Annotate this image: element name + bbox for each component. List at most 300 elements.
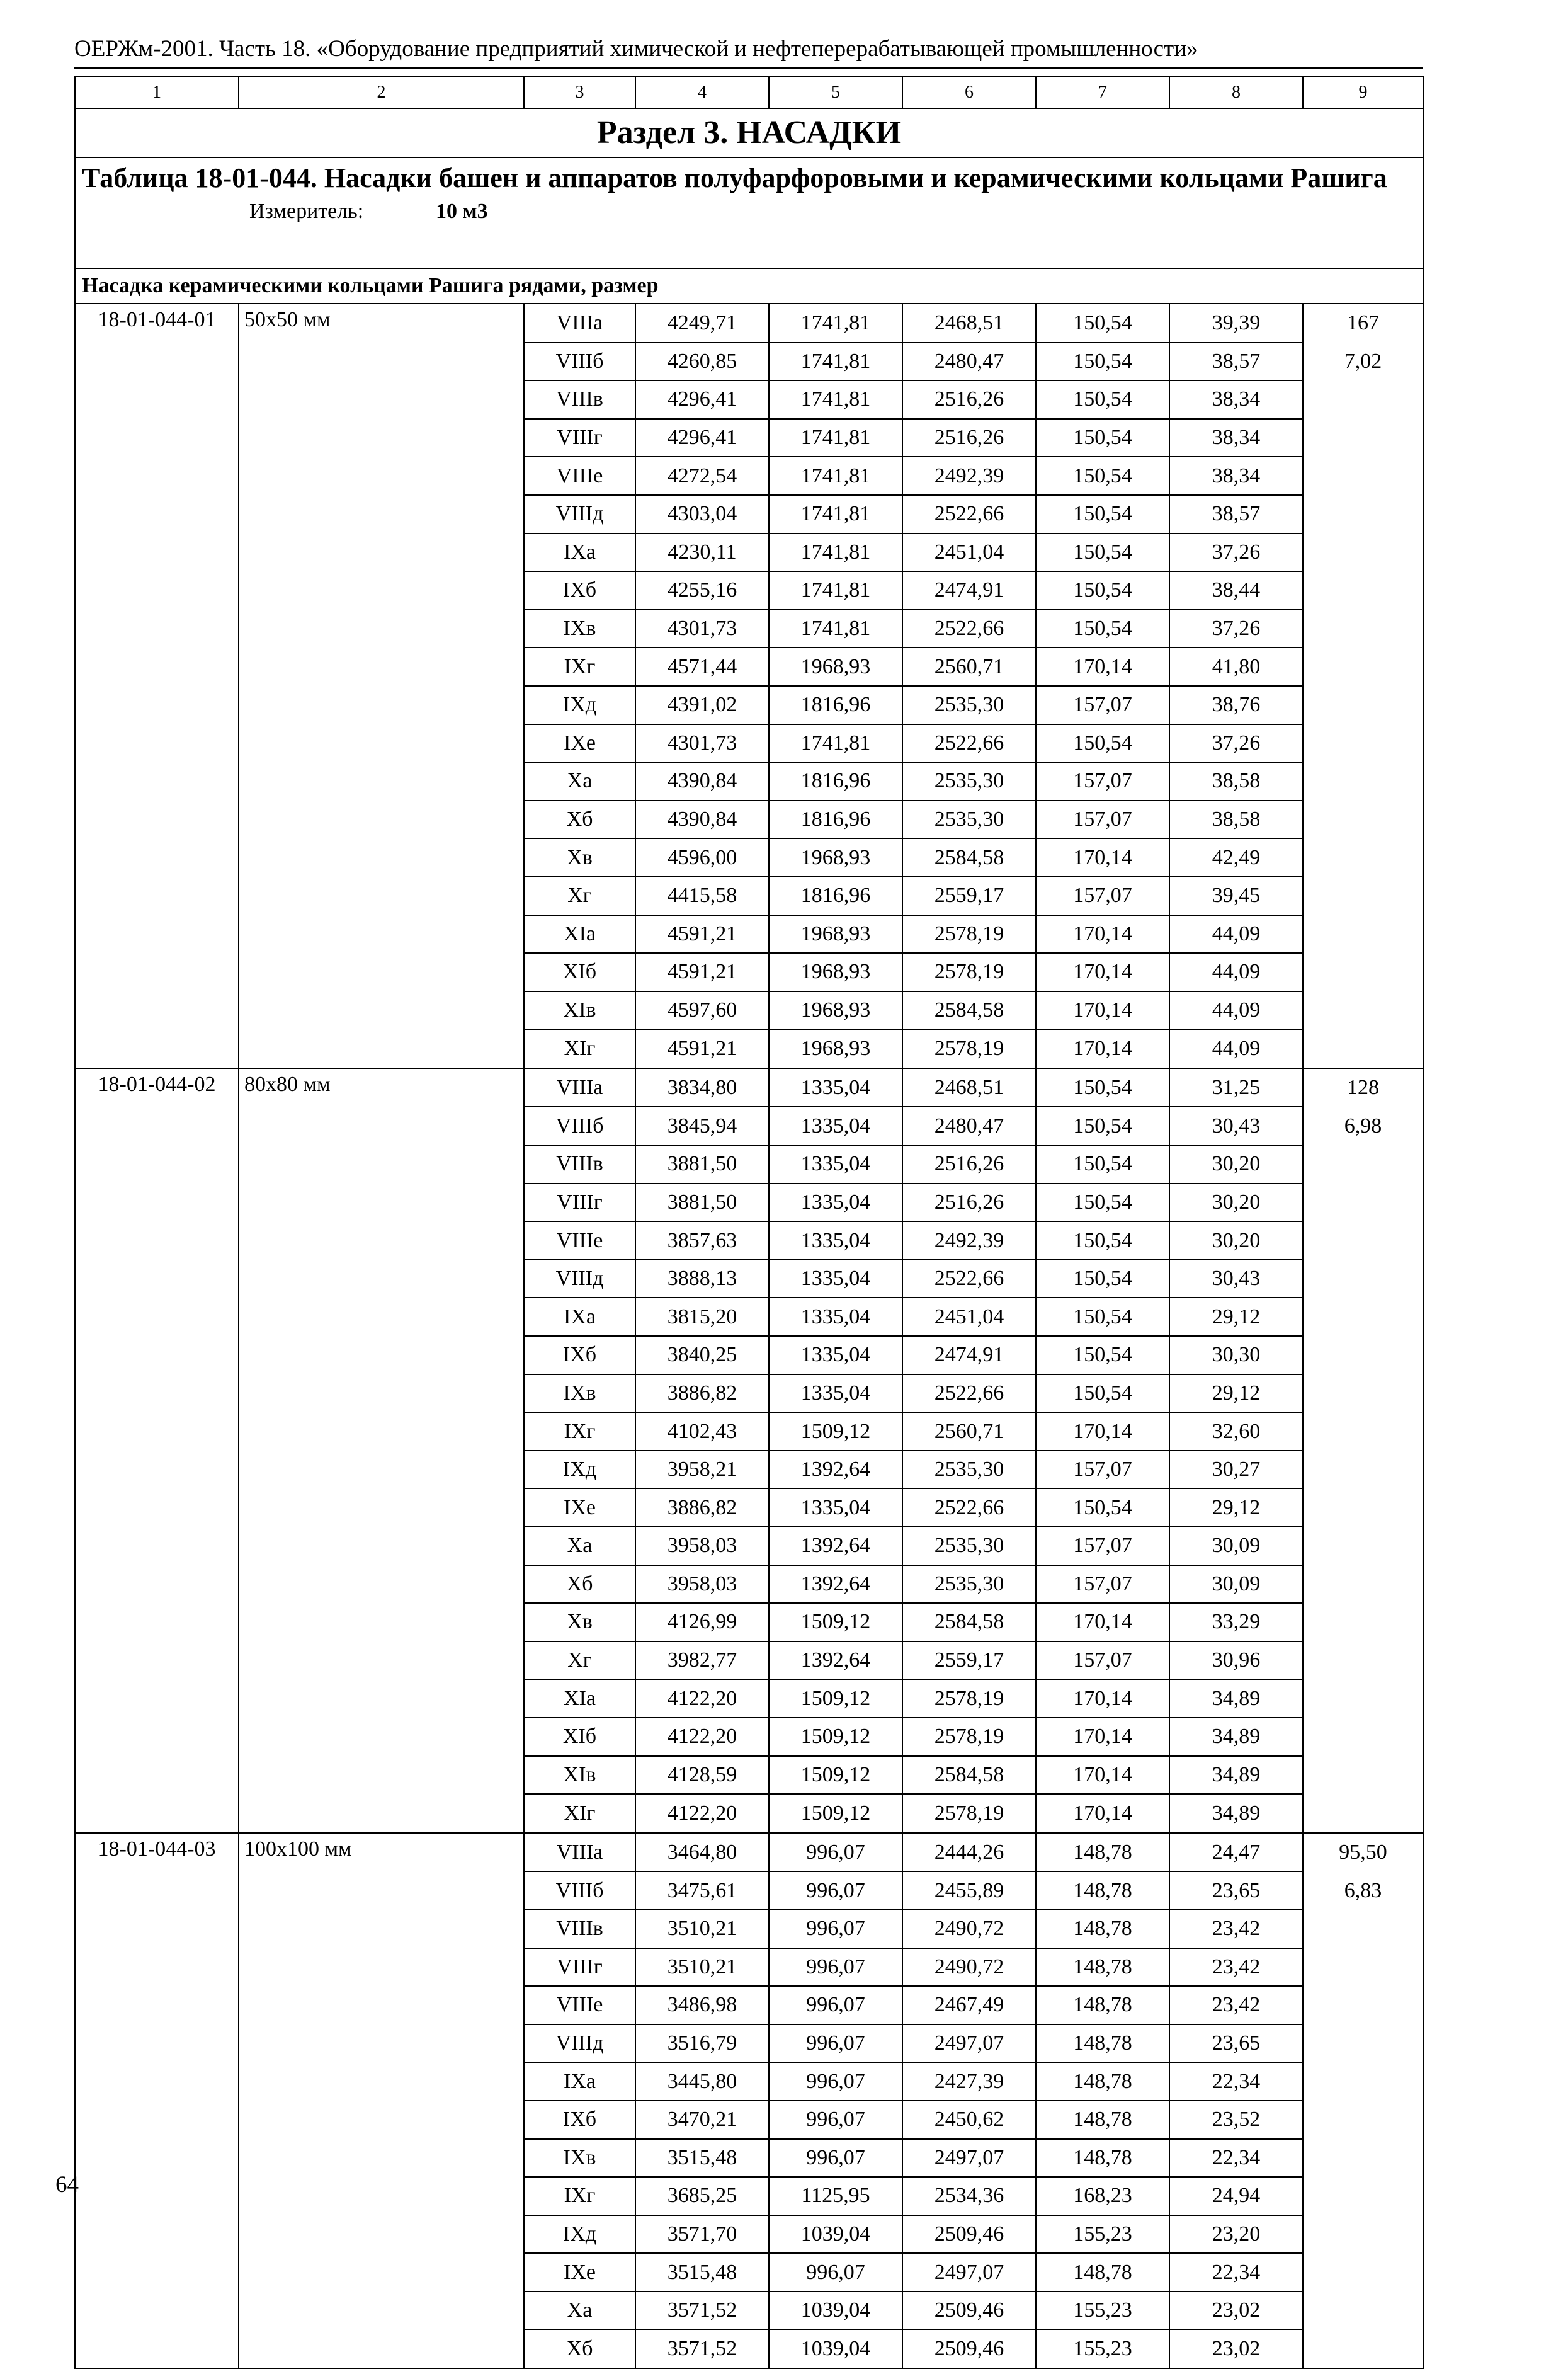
value-col5: 1392,64	[769, 1565, 902, 1604]
value-col6: 2535,30	[902, 1527, 1036, 1565]
rate-code	[75, 1488, 239, 1527]
value-col4: 4255,16	[635, 571, 769, 610]
rate-code	[75, 1298, 239, 1336]
value-col8: 23,65	[1169, 1871, 1303, 1910]
value-col6: 2535,30	[902, 1565, 1036, 1604]
header-rule	[74, 67, 1423, 69]
value-col8: 34,89	[1169, 1794, 1303, 1833]
value-col9	[1303, 762, 1423, 801]
row-type: IXд	[524, 2215, 635, 2254]
value-col9	[1303, 1565, 1423, 1604]
value-col8: 30,43	[1169, 1260, 1303, 1298]
value-col9	[1303, 571, 1423, 610]
row-type: IXб	[524, 2101, 635, 2139]
value-col5: 1039,04	[769, 2329, 902, 2368]
column-number: 6	[902, 77, 1036, 108]
value-col8: 22,34	[1169, 2139, 1303, 2178]
ring-size	[239, 762, 524, 801]
value-col9: 167	[1303, 304, 1423, 343]
value-col4: 3857,63	[635, 1221, 769, 1260]
value-col6: 2516,26	[902, 380, 1036, 419]
row-type: Xа	[524, 2292, 635, 2330]
rate-code	[75, 343, 239, 381]
table-row	[75, 1412, 1423, 1451]
rate-code	[75, 648, 239, 686]
rate-code	[75, 610, 239, 648]
value-col7: 150,54	[1036, 1374, 1169, 1413]
value-col8: 23,52	[1169, 2101, 1303, 2139]
row-type: VIIIб	[524, 1107, 635, 1145]
value-col4: 3470,21	[635, 2101, 769, 2139]
table-row	[75, 1641, 1423, 1680]
value-col8: 38,58	[1169, 762, 1303, 801]
value-col9	[1303, 1184, 1423, 1222]
ring-size	[239, 1029, 524, 1068]
value-col7: 150,54	[1036, 1336, 1169, 1374]
row-type: IXа	[524, 2062, 635, 2101]
row-type: IXв	[524, 610, 635, 648]
table-row	[75, 1145, 1423, 1184]
value-col5: 1335,04	[769, 1336, 902, 1374]
value-col5: 1968,93	[769, 915, 902, 954]
value-col8: 44,09	[1169, 953, 1303, 991]
rate-code	[75, 1603, 239, 1641]
value-col7: 170,14	[1036, 1412, 1169, 1451]
value-col4: 4597,60	[635, 991, 769, 1030]
ring-size	[239, 2253, 524, 2292]
rate-code	[75, 1374, 239, 1413]
table-row	[75, 380, 1423, 419]
row-type: XIг	[524, 1794, 635, 1833]
row-type: IXг	[524, 648, 635, 686]
value-col8: 39,45	[1169, 877, 1303, 915]
ring-size	[239, 1184, 524, 1222]
value-col5: 996,07	[769, 2024, 902, 2063]
table-row	[75, 1565, 1423, 1604]
value-col9	[1303, 2177, 1423, 2215]
value-col7: 150,54	[1036, 571, 1169, 610]
value-col5: 1509,12	[769, 1679, 902, 1718]
column-number: 3	[524, 77, 635, 108]
value-col6: 2534,36	[902, 2177, 1036, 2215]
value-col6: 2584,58	[902, 1756, 1036, 1795]
value-col6: 2497,07	[902, 2253, 1036, 2292]
value-col8: 22,34	[1169, 2062, 1303, 2101]
ring-size	[239, 419, 524, 457]
value-col6: 2492,39	[902, 1221, 1036, 1260]
table-row	[75, 1451, 1423, 1489]
value-col7: 170,14	[1036, 953, 1169, 991]
value-col7: 155,23	[1036, 2292, 1169, 2330]
value-col4: 4301,73	[635, 724, 769, 763]
value-col9	[1303, 838, 1423, 877]
value-col8: 29,12	[1169, 1488, 1303, 1527]
row-type: XIв	[524, 1756, 635, 1795]
value-col9	[1303, 2292, 1423, 2330]
value-col5: 1741,81	[769, 495, 902, 534]
value-col6: 2474,91	[902, 571, 1036, 610]
value-col6: 2509,46	[902, 2215, 1036, 2254]
rate-code	[75, 2062, 239, 2101]
table-row	[75, 1794, 1423, 1833]
value-col4: 4591,21	[635, 915, 769, 954]
value-col4: 4122,20	[635, 1679, 769, 1718]
table-row	[75, 2329, 1423, 2368]
value-col7: 150,54	[1036, 1488, 1169, 1527]
value-col5: 1509,12	[769, 1756, 902, 1795]
value-col8: 38,57	[1169, 495, 1303, 534]
value-col7: 170,14	[1036, 991, 1169, 1030]
value-col7: 148,78	[1036, 2062, 1169, 2101]
value-col4: 4571,44	[635, 648, 769, 686]
value-col5: 1741,81	[769, 419, 902, 457]
column-number: 5	[769, 77, 902, 108]
value-col7: 150,54	[1036, 1221, 1169, 1260]
value-col7: 157,07	[1036, 877, 1169, 915]
value-col7: 157,07	[1036, 762, 1169, 801]
ring-size	[239, 2062, 524, 2101]
value-col8: 42,49	[1169, 838, 1303, 877]
value-col5: 1392,64	[769, 1527, 902, 1565]
value-col8: 29,12	[1169, 1298, 1303, 1336]
value-col8: 24,47	[1169, 1833, 1303, 1872]
value-col8: 38,44	[1169, 571, 1303, 610]
ring-size	[239, 457, 524, 495]
value-col7: 150,54	[1036, 457, 1169, 495]
value-col4: 3486,98	[635, 1986, 769, 2024]
value-col9	[1303, 1298, 1423, 1336]
value-col6: 2560,71	[902, 648, 1036, 686]
value-col8: 23,42	[1169, 1910, 1303, 1948]
value-col4: 4230,11	[635, 534, 769, 572]
row-type: IXв	[524, 1374, 635, 1413]
table-row	[75, 915, 1423, 954]
value-col4: 4122,20	[635, 1718, 769, 1756]
value-col9	[1303, 610, 1423, 648]
value-col5: 1509,12	[769, 1794, 902, 1833]
row-type: XIа	[524, 915, 635, 954]
value-col9	[1303, 2215, 1423, 2254]
value-col8: 30,20	[1169, 1145, 1303, 1184]
page-number: 64	[55, 2172, 79, 2198]
ring-size	[239, 991, 524, 1030]
value-col9	[1303, 1603, 1423, 1641]
table-row	[75, 419, 1423, 457]
ring-size	[239, 1794, 524, 1833]
value-col7: 150,54	[1036, 610, 1169, 648]
value-col6: 2535,30	[902, 762, 1036, 801]
row-type: Xб	[524, 801, 635, 839]
value-col6: 2455,89	[902, 1871, 1036, 1910]
value-col9	[1303, 1221, 1423, 1260]
value-col6: 2535,30	[902, 801, 1036, 839]
rate-code	[75, 1910, 239, 1948]
rate-code	[75, 380, 239, 419]
rates-table	[74, 76, 1424, 2369]
table-row	[75, 1260, 1423, 1298]
value-col7: 157,07	[1036, 1641, 1169, 1680]
value-col9	[1303, 1488, 1423, 1527]
value-col8: 41,80	[1169, 648, 1303, 686]
table-row	[75, 838, 1423, 877]
value-col6: 2560,71	[902, 1412, 1036, 1451]
value-col5: 1816,96	[769, 686, 902, 724]
row-type: XIг	[524, 1029, 635, 1068]
rate-code	[75, 801, 239, 839]
value-col8: 38,58	[1169, 801, 1303, 839]
value-col5: 1741,81	[769, 380, 902, 419]
meter-value: 10 м3	[436, 200, 488, 223]
value-col7: 150,54	[1036, 1107, 1169, 1145]
table-row	[75, 801, 1423, 839]
value-col5: 1741,81	[769, 724, 902, 763]
value-col8: 34,89	[1169, 1718, 1303, 1756]
table-row	[75, 495, 1423, 534]
value-col5: 1125,95	[769, 2177, 902, 2215]
value-col8: 30,20	[1169, 1221, 1303, 1260]
value-col7: 155,23	[1036, 2329, 1169, 2368]
table-row	[75, 1756, 1423, 1795]
value-col6: 2480,47	[902, 1107, 1036, 1145]
value-col7: 148,78	[1036, 2024, 1169, 2063]
value-col8: 38,34	[1169, 380, 1303, 419]
ring-size	[239, 2177, 524, 2215]
rate-code	[75, 724, 239, 763]
row-type: Xг	[524, 877, 635, 915]
table-row	[75, 2139, 1423, 2178]
ring-size	[239, 2329, 524, 2368]
value-col6: 2490,72	[902, 1948, 1036, 1987]
rate-code	[75, 1107, 239, 1145]
value-col8: 38,76	[1169, 686, 1303, 724]
value-col7: 170,14	[1036, 1603, 1169, 1641]
value-col5: 1509,12	[769, 1718, 902, 1756]
ring-size	[239, 380, 524, 419]
value-col5: 1335,04	[769, 1068, 902, 1107]
ring-size	[239, 2215, 524, 2254]
value-col5: 1741,81	[769, 457, 902, 495]
value-col4: 4596,00	[635, 838, 769, 877]
value-col9	[1303, 1336, 1423, 1374]
value-col9	[1303, 534, 1423, 572]
value-col8: 44,09	[1169, 1029, 1303, 1068]
table-title-cell	[75, 157, 1423, 268]
row-type: VIIIв	[524, 380, 635, 419]
value-col8: 30,96	[1169, 1641, 1303, 1680]
value-col7: 150,54	[1036, 419, 1169, 457]
row-type: VIIIб	[524, 1871, 635, 1910]
value-col6: 2559,17	[902, 877, 1036, 915]
value-col8: 30,30	[1169, 1336, 1303, 1374]
value-col7: 150,54	[1036, 724, 1169, 763]
value-col7: 148,78	[1036, 1871, 1169, 1910]
value-col4: 4390,84	[635, 801, 769, 839]
rate-code	[75, 2177, 239, 2215]
value-col5: 1816,96	[769, 801, 902, 839]
rate-code	[75, 1145, 239, 1184]
table-row	[75, 1336, 1423, 1374]
value-col4: 4249,71	[635, 304, 769, 343]
value-col5: 1741,81	[769, 534, 902, 572]
row-type: XIв	[524, 991, 635, 1030]
value-col4: 3571,52	[635, 2329, 769, 2368]
value-col5: 1039,04	[769, 2215, 902, 2254]
ring-size	[239, 571, 524, 610]
value-col9: 6,83	[1303, 1871, 1423, 1910]
value-col7: 170,14	[1036, 1718, 1169, 1756]
row-type: IXб	[524, 571, 635, 610]
rate-code	[75, 1565, 239, 1604]
row-type: Xа	[524, 1527, 635, 1565]
value-col8: 31,25	[1169, 1068, 1303, 1107]
value-col6: 2584,58	[902, 1603, 1036, 1641]
rate-code	[75, 1871, 239, 1910]
value-col5: 1335,04	[769, 1184, 902, 1222]
value-col7: 148,78	[1036, 1986, 1169, 2024]
row-type: VIIIв	[524, 1145, 635, 1184]
value-col5: 996,07	[769, 1910, 902, 1948]
row-type: IXе	[524, 2253, 635, 2292]
table-row	[75, 1068, 1423, 1107]
ring-size	[239, 1145, 524, 1184]
rate-code	[75, 877, 239, 915]
value-col5: 1392,64	[769, 1641, 902, 1680]
value-col8: 37,26	[1169, 534, 1303, 572]
row-type: Xг	[524, 1641, 635, 1680]
rate-code	[75, 1412, 239, 1451]
value-col8: 38,57	[1169, 343, 1303, 381]
rate-code	[75, 571, 239, 610]
table-row	[75, 2062, 1423, 2101]
ring-size	[239, 1488, 524, 1527]
value-col5: 1392,64	[769, 1451, 902, 1489]
value-col5: 1335,04	[769, 1298, 902, 1336]
row-type: IXе	[524, 1488, 635, 1527]
ring-size	[239, 1107, 524, 1145]
value-col9	[1303, 2253, 1423, 2292]
value-col5: 1968,93	[769, 838, 902, 877]
value-col9	[1303, 2062, 1423, 2101]
value-col4: 3881,50	[635, 1145, 769, 1184]
value-col7: 157,07	[1036, 1527, 1169, 1565]
value-col9	[1303, 1794, 1423, 1833]
value-col6: 2468,51	[902, 304, 1036, 343]
value-col9	[1303, 1451, 1423, 1489]
value-col9: 128	[1303, 1068, 1423, 1107]
rate-code	[75, 495, 239, 534]
value-col9	[1303, 2329, 1423, 2368]
value-col5: 1039,04	[769, 2292, 902, 2330]
section-title-row	[75, 108, 1423, 157]
row-type: IXе	[524, 724, 635, 763]
value-col6: 2535,30	[902, 686, 1036, 724]
value-col9	[1303, 1986, 1423, 2024]
value-col8: 29,12	[1169, 1374, 1303, 1413]
value-col9	[1303, 1260, 1423, 1298]
table-row	[75, 1107, 1423, 1145]
value-col5: 1968,93	[769, 991, 902, 1030]
value-col9	[1303, 2101, 1423, 2139]
row-type: XIб	[524, 953, 635, 991]
rate-code	[75, 1986, 239, 2024]
value-col7: 150,54	[1036, 1145, 1169, 1184]
value-col4: 3445,80	[635, 2062, 769, 2101]
column-numbers-row	[75, 77, 1423, 108]
value-col8: 23,20	[1169, 2215, 1303, 2254]
value-col4: 3815,20	[635, 1298, 769, 1336]
value-col7: 148,78	[1036, 1910, 1169, 1948]
value-col5: 1741,81	[769, 343, 902, 381]
row-type: VIIIа	[524, 1833, 635, 1872]
ring-size	[239, 2024, 524, 2063]
value-col4: 4591,21	[635, 953, 769, 991]
value-col6: 2516,26	[902, 1145, 1036, 1184]
value-col5: 996,07	[769, 1833, 902, 1872]
value-col5: 996,07	[769, 2062, 902, 2101]
rate-code	[75, 953, 239, 991]
value-col7: 157,07	[1036, 801, 1169, 839]
rate-code	[75, 2215, 239, 2254]
value-col6: 2451,04	[902, 534, 1036, 572]
value-col5: 1741,81	[769, 304, 902, 343]
value-col9	[1303, 801, 1423, 839]
ring-size	[239, 801, 524, 839]
rate-code	[75, 1679, 239, 1718]
value-col6: 2522,66	[902, 724, 1036, 763]
row-type: VIIIг	[524, 1948, 635, 1987]
rate-code	[75, 1184, 239, 1222]
ring-size	[239, 1948, 524, 1987]
row-type: Xв	[524, 838, 635, 877]
value-col9	[1303, 953, 1423, 991]
value-col9	[1303, 686, 1423, 724]
value-col7: 150,54	[1036, 304, 1169, 343]
ring-size	[239, 1718, 524, 1756]
table-row	[75, 610, 1423, 648]
value-col6: 2497,07	[902, 2024, 1036, 2063]
value-col4: 3464,80	[635, 1833, 769, 1872]
value-col9: 7,02	[1303, 343, 1423, 381]
column-number: 7	[1036, 77, 1169, 108]
rate-code	[75, 457, 239, 495]
table-row	[75, 686, 1423, 724]
value-col6: 2559,17	[902, 1641, 1036, 1680]
rate-code	[75, 2024, 239, 2063]
value-col4: 3510,21	[635, 1948, 769, 1987]
value-col5: 1816,96	[769, 762, 902, 801]
value-col7: 157,07	[1036, 686, 1169, 724]
value-col7: 157,07	[1036, 1451, 1169, 1489]
ring-size	[239, 838, 524, 877]
value-col7: 170,14	[1036, 1794, 1169, 1833]
value-col6: 2474,91	[902, 1336, 1036, 1374]
ring-size	[239, 1451, 524, 1489]
value-col5: 996,07	[769, 2253, 902, 2292]
value-col9: 95,50	[1303, 1833, 1423, 1872]
value-col6: 2578,19	[902, 1794, 1036, 1833]
value-col7: 150,54	[1036, 1298, 1169, 1336]
row-type: IXг	[524, 2177, 635, 2215]
value-col4: 4126,99	[635, 1603, 769, 1641]
value-col8: 44,09	[1169, 991, 1303, 1030]
row-type: Xб	[524, 2329, 635, 2368]
value-col6: 2467,49	[902, 1986, 1036, 2024]
value-col4: 3958,21	[635, 1451, 769, 1489]
ring-size: 50х50 мм	[239, 304, 524, 343]
value-col4: 3845,94	[635, 1107, 769, 1145]
column-number: 9	[1303, 77, 1423, 108]
rate-code	[75, 686, 239, 724]
